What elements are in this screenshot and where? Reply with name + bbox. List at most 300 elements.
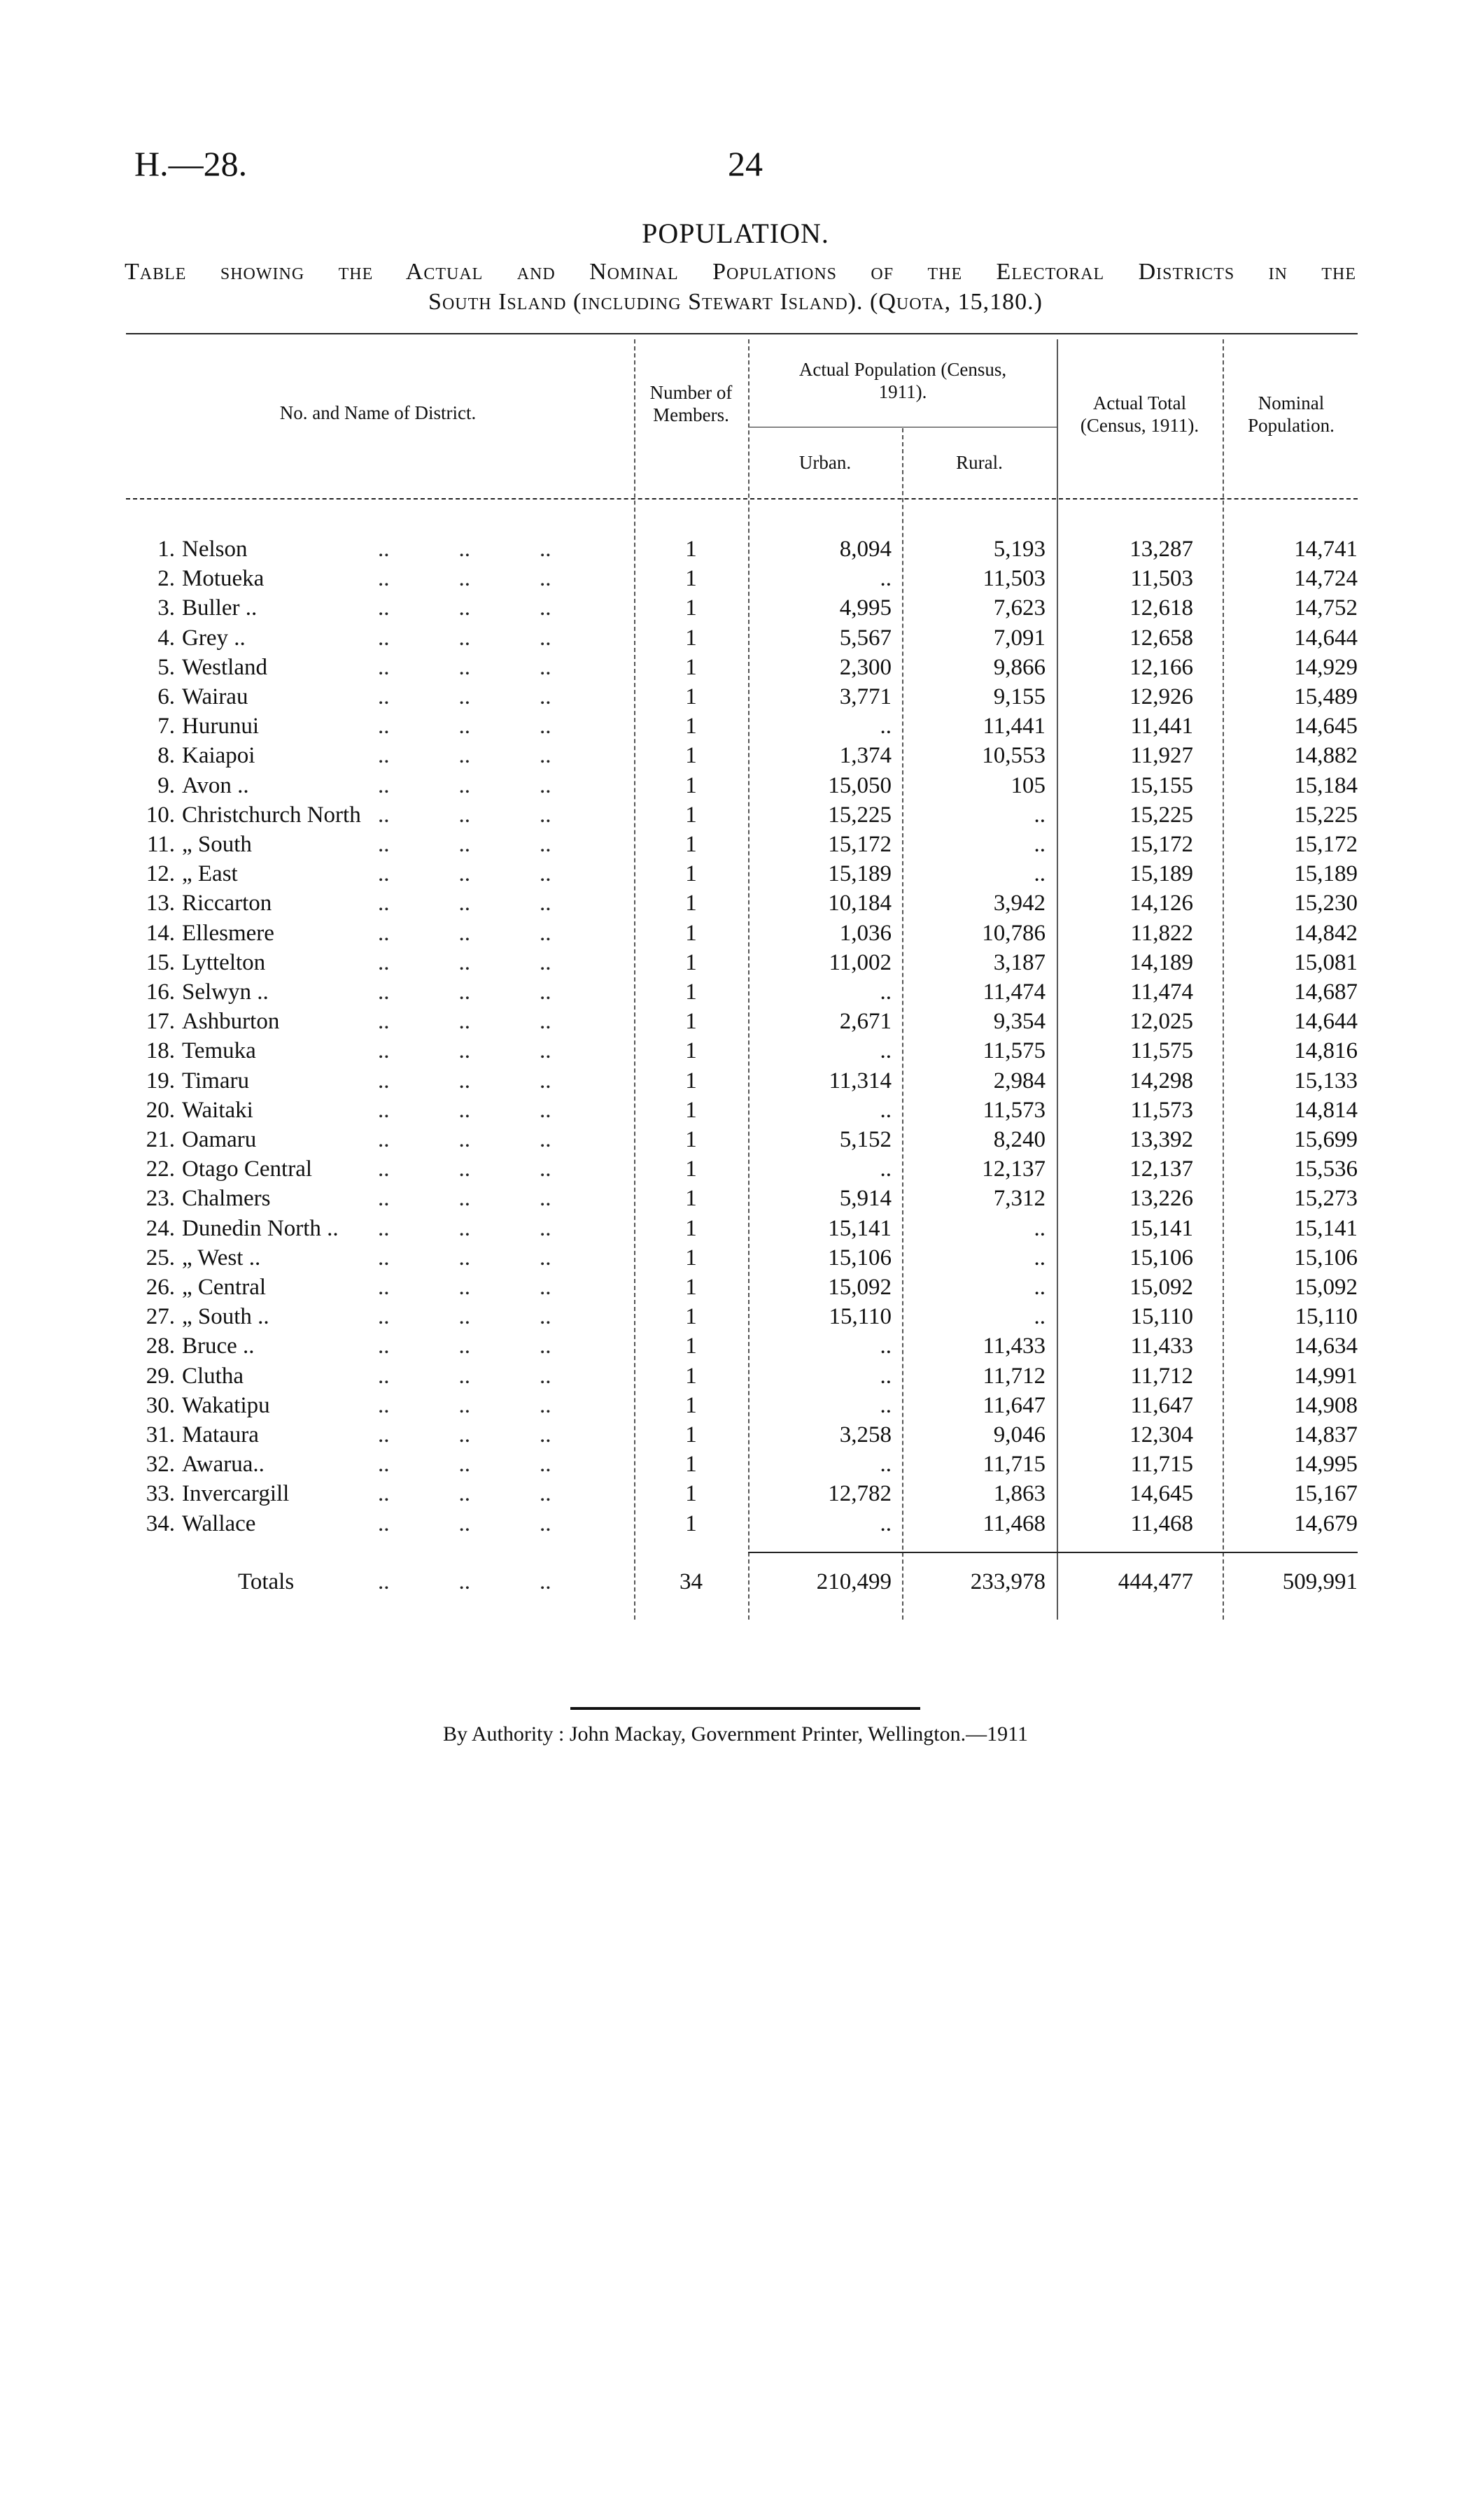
- nominal-cell: 14,882: [1294, 743, 1358, 769]
- rural-cell: 10,553: [982, 743, 1046, 769]
- urban-cell: 5,567: [839, 625, 892, 651]
- district-name: Nelson: [182, 537, 248, 562]
- nominal-cell: 15,184: [1294, 772, 1358, 798]
- table-row: [126, 1479, 1358, 1508]
- district-name: Temuka: [182, 1038, 256, 1064]
- urban-cell: 15,189: [828, 861, 892, 887]
- table-row: [126, 1331, 1358, 1361]
- district-number: 12.: [146, 861, 175, 887]
- header-bottom-rule: [126, 498, 1358, 500]
- district-name: Kaiapoi: [182, 743, 255, 769]
- nominal-cell: 14,991: [1294, 1363, 1358, 1389]
- rural-cell: 11,575: [983, 1038, 1046, 1064]
- actual-total-cell: 12,618: [1129, 595, 1193, 621]
- members-cell: 1: [685, 595, 697, 621]
- table-row: [126, 1214, 1358, 1243]
- district-name: „ South ..: [182, 1304, 269, 1330]
- members-cell: 1: [685, 1304, 697, 1330]
- district-name: „ South: [182, 832, 252, 857]
- district-number: 32.: [146, 1452, 175, 1478]
- leader-dots: .. .. ..: [378, 1215, 551, 1241]
- rural-cell: 8,240: [993, 1127, 1046, 1152]
- members-cell: 1: [685, 891, 697, 916]
- actual-total-cell: 13,287: [1129, 537, 1193, 562]
- table-row: [126, 535, 1358, 564]
- leader-dots: .. .. ..: [378, 1392, 551, 1418]
- leader-dots: .. .. ..: [378, 1304, 551, 1330]
- district-number: 22.: [146, 1156, 175, 1182]
- urban-cell: 15,050: [828, 772, 892, 798]
- district-number: 26.: [146, 1275, 175, 1300]
- district-name: Motueka: [182, 566, 265, 592]
- district-name: „ West ..: [182, 1245, 261, 1270]
- rural-cell: ..: [1034, 1275, 1046, 1300]
- district-number: 9.: [157, 772, 175, 798]
- members-cell: 1: [685, 654, 697, 680]
- district-number: 34.: [146, 1510, 175, 1536]
- district-name: Dunedin North ..: [182, 1215, 339, 1241]
- district-name: „ East: [182, 861, 238, 887]
- leader-dots: .. .. ..: [378, 714, 551, 739]
- members-cell: 1: [685, 743, 697, 769]
- district-name: „ Central: [182, 1275, 267, 1300]
- urban-cell: 3,258: [839, 1422, 892, 1447]
- district-number: 14.: [146, 920, 175, 946]
- district-number: 25.: [146, 1245, 175, 1270]
- members-cell: 1: [685, 832, 697, 857]
- actual-total-cell: 12,658: [1129, 625, 1193, 651]
- nominal-cell: 14,929: [1294, 654, 1358, 680]
- leader-dots: .. .. ..: [378, 684, 551, 709]
- nominal-cell: 14,644: [1294, 625, 1358, 651]
- leader-dots: .. .. ..: [378, 920, 551, 946]
- rural-cell: 11,468: [983, 1510, 1046, 1536]
- leader-dots: .. .. ..: [378, 1363, 551, 1389]
- nominal-cell: 14,816: [1294, 1038, 1358, 1064]
- members-cell: 1: [685, 1097, 697, 1123]
- members-cell: 1: [685, 772, 697, 798]
- district-name: Invercargill: [182, 1481, 290, 1507]
- leader-dots: .. .. ..: [378, 772, 551, 798]
- district-number: 18.: [146, 1038, 175, 1064]
- actual-total-cell: 11,715: [1130, 1452, 1193, 1478]
- urban-cell: 1,374: [839, 743, 892, 769]
- actual-total-cell: 11,575: [1130, 1038, 1193, 1064]
- rural-cell: 9,354: [993, 1009, 1046, 1035]
- district-name: Westland: [182, 654, 267, 680]
- district-number: 6.: [157, 684, 175, 709]
- urban-cell: 11,002: [829, 949, 892, 975]
- actual-total-cell: 15,092: [1129, 1275, 1193, 1300]
- urban-cell: ..: [880, 1392, 892, 1418]
- rural-cell: ..: [1034, 802, 1046, 828]
- urban-cell: 10,184: [828, 891, 892, 916]
- urban-cell: ..: [880, 1097, 892, 1123]
- urban-cell: 15,141: [828, 1215, 892, 1241]
- table-row: [126, 1096, 1358, 1125]
- leader-dots: .. .. ..: [378, 1422, 551, 1447]
- district-name: Grey ..: [182, 625, 246, 651]
- district-number: 21.: [146, 1127, 175, 1152]
- table-row: [126, 948, 1358, 977]
- table-row: [126, 1361, 1358, 1391]
- district-name: Clutha: [182, 1363, 244, 1389]
- rural-cell: 3,187: [993, 949, 1046, 975]
- district-number: 31.: [146, 1422, 175, 1447]
- district-number: 7.: [157, 714, 175, 739]
- table-row: [126, 1273, 1358, 1302]
- members-cell: 1: [685, 1215, 697, 1241]
- urban-cell: ..: [880, 1156, 892, 1182]
- actual-total-cell: 15,110: [1130, 1304, 1193, 1330]
- members-cell: 1: [685, 625, 697, 651]
- rural-cell: ..: [1034, 1215, 1046, 1241]
- district-name: Wallace: [182, 1510, 256, 1536]
- leader-dots: .. .. ..: [378, 832, 551, 857]
- actual-total-cell: 11,712: [1130, 1363, 1193, 1389]
- members-cell: 1: [685, 1363, 697, 1389]
- nominal-cell: 14,634: [1294, 1333, 1358, 1359]
- district-number: 13.: [146, 891, 175, 916]
- table-caption-line-2: South Island (including Stewart Island). (Quota, 15,180.): [428, 289, 1043, 315]
- table-row: [126, 682, 1358, 712]
- nominal-cell: 15,225: [1294, 802, 1358, 828]
- district-number: 15.: [146, 949, 175, 975]
- urban-cell: 15,172: [828, 832, 892, 857]
- rural-cell: ..: [1034, 832, 1046, 857]
- district-name: Awarua..: [182, 1452, 265, 1478]
- leader-dots: .. .. ..: [378, 1127, 551, 1152]
- actual-total-cell: 15,155: [1129, 772, 1193, 798]
- members-cell: 1: [685, 537, 697, 562]
- table-row: [126, 830, 1358, 859]
- leader-dots: .. .. ..: [378, 891, 551, 916]
- actual-total-cell: 11,474: [1130, 979, 1193, 1005]
- leader-dots: .. .. ..: [378, 1452, 551, 1478]
- table-row: [126, 1509, 1358, 1538]
- totals-members: 34: [680, 1569, 703, 1594]
- actual-total-cell: 11,822: [1130, 920, 1193, 946]
- nominal-cell: 15,133: [1294, 1068, 1358, 1093]
- table-row: [126, 977, 1358, 1007]
- leader-dots: .. .. ..: [378, 1481, 551, 1507]
- leader-dots: .. .. ..: [378, 743, 551, 769]
- members-cell: 1: [685, 1422, 697, 1447]
- urban-cell: 11,314: [829, 1068, 892, 1093]
- members-cell: 1: [685, 1245, 697, 1270]
- members-cell: 1: [685, 1392, 697, 1418]
- actual-total-cell: 12,926: [1129, 684, 1193, 709]
- nominal-cell: 15,141: [1294, 1215, 1358, 1241]
- table-row: [126, 800, 1358, 830]
- table-row: [126, 1391, 1358, 1420]
- district-name: Buller ..: [182, 595, 258, 621]
- actual-total-cell: 13,392: [1129, 1127, 1193, 1152]
- table-row: [126, 919, 1358, 948]
- district-name: Wakatipu: [182, 1392, 270, 1418]
- leader-dots: .. .. ..: [378, 1186, 551, 1212]
- actual-total-cell: 13,226: [1129, 1186, 1193, 1212]
- actual-total-cell: 11,441: [1130, 714, 1193, 739]
- leader-dots: .. .. ..: [378, 861, 551, 887]
- actual-total-cell: 12,166: [1129, 654, 1193, 680]
- district-number: 24.: [146, 1215, 175, 1241]
- district-number: 19.: [146, 1068, 175, 1093]
- district-name: Chalmers: [182, 1186, 271, 1212]
- totals-label: Totals: [238, 1569, 295, 1594]
- totals-row: [126, 1567, 1358, 1597]
- members-cell: 1: [685, 920, 697, 946]
- table-row: [126, 1036, 1358, 1066]
- members-cell: 1: [685, 1127, 697, 1152]
- footer-rule: [570, 1707, 920, 1710]
- table-row: [126, 1184, 1358, 1213]
- district-name: Waitaki: [182, 1097, 253, 1123]
- leader-dots: .. .. ..: [378, 1097, 551, 1123]
- rural-cell: 7,623: [993, 595, 1046, 621]
- rural-cell: 105: [1011, 772, 1046, 798]
- actual-total-cell: 11,503: [1130, 566, 1193, 592]
- district-name: Riccarton: [182, 891, 272, 916]
- nominal-cell: 14,995: [1294, 1452, 1358, 1478]
- district-number: 33.: [146, 1481, 175, 1507]
- rural-cell: 7,312: [993, 1186, 1046, 1212]
- table-row: [126, 1154, 1358, 1184]
- printer-imprint: By Authority : John Mackay, Government Printer, Wellington.—1911: [442, 1722, 1028, 1746]
- members-cell: 1: [685, 1510, 697, 1536]
- rural-cell: 9,866: [993, 654, 1046, 680]
- actual-total-cell: 11,927: [1130, 743, 1193, 769]
- members-cell: 1: [685, 684, 697, 709]
- district-number: 4.: [157, 625, 175, 651]
- district-name: Hurunui: [182, 714, 259, 739]
- urban-cell: ..: [880, 1510, 892, 1536]
- actual-total-cell: 14,189: [1129, 949, 1193, 975]
- district-name: Christchurch North: [182, 802, 361, 828]
- district-number: 16.: [146, 979, 175, 1005]
- table-row: [126, 623, 1358, 653]
- header-district: No. and Name of District.: [279, 402, 477, 423]
- urban-cell: ..: [880, 1363, 892, 1389]
- members-cell: 1: [685, 979, 697, 1005]
- rural-cell: 11,647: [983, 1392, 1046, 1418]
- header-urban: Urban.: [798, 452, 852, 473]
- header-members: Number of Members.: [649, 382, 733, 425]
- actual-total-cell: 14,645: [1129, 1481, 1193, 1507]
- district-number: 29.: [146, 1363, 175, 1389]
- nominal-cell: 14,687: [1294, 979, 1358, 1005]
- district-name: Otago Central: [182, 1156, 313, 1182]
- nominal-cell: 14,741: [1294, 537, 1358, 562]
- leader-dots: .. .. ..: [378, 1510, 551, 1536]
- rural-cell: 9,155: [993, 684, 1046, 709]
- district-name: Oamaru: [182, 1127, 257, 1152]
- rural-cell: ..: [1034, 1245, 1046, 1270]
- nominal-cell: 15,489: [1294, 684, 1358, 709]
- actual-total-cell: 12,025: [1129, 1009, 1193, 1035]
- totals-nominal: 509,991: [1282, 1569, 1358, 1594]
- table-row: [126, 653, 1358, 682]
- urban-cell: 15,106: [828, 1245, 892, 1270]
- leader-dots: .. .. ..: [378, 802, 551, 828]
- table-row: [126, 1066, 1358, 1096]
- actual-total-cell: 12,304: [1129, 1422, 1193, 1447]
- rural-cell: 10,786: [982, 920, 1046, 946]
- rural-cell: 1,863: [993, 1481, 1046, 1507]
- members-cell: 1: [685, 861, 697, 887]
- members-cell: 1: [685, 1333, 697, 1359]
- page-number: 24: [728, 144, 763, 183]
- nominal-cell: 14,724: [1294, 566, 1358, 592]
- page-title: POPULATION.: [642, 218, 829, 249]
- rural-cell: 11,503: [983, 566, 1046, 592]
- actual-total-cell: 14,126: [1129, 891, 1193, 916]
- actual-total-cell: 11,647: [1130, 1392, 1193, 1418]
- district-name: Ellesmere: [182, 920, 274, 946]
- rural-cell: ..: [1034, 1304, 1046, 1330]
- header-actual-total: Actual Total (Census, 1911).: [1080, 392, 1199, 436]
- district-name: Wairau: [182, 684, 248, 709]
- urban-cell: 8,094: [839, 537, 892, 562]
- leader-dots: .. .. ..: [378, 1038, 551, 1064]
- nominal-cell: 14,814: [1294, 1097, 1358, 1123]
- actual-total-cell: 15,106: [1129, 1245, 1193, 1270]
- urban-cell: ..: [880, 714, 892, 739]
- nominal-cell: 15,230: [1294, 891, 1358, 916]
- urban-cell: ..: [880, 1452, 892, 1478]
- nominal-cell: 15,273: [1294, 1186, 1358, 1212]
- district-number: 11.: [146, 832, 175, 857]
- leader-dots: .. .. ..: [378, 1275, 551, 1300]
- table-row: [126, 564, 1358, 593]
- urban-cell: ..: [880, 979, 892, 1005]
- leader-dots: .. .. ..: [378, 979, 551, 1005]
- district-number: 1.: [157, 537, 175, 562]
- table-row: [126, 1125, 1358, 1154]
- urban-cell: 15,225: [828, 802, 892, 828]
- document-reference: H.—28.: [134, 144, 248, 183]
- nominal-cell: 14,752: [1294, 595, 1358, 621]
- members-cell: 1: [685, 1068, 697, 1093]
- district-number: 2.: [157, 566, 175, 592]
- nominal-cell: 15,081: [1294, 949, 1358, 975]
- district-name: Timaru: [182, 1068, 249, 1093]
- rural-cell: 2,984: [993, 1068, 1046, 1093]
- actual-total-cell: 11,573: [1130, 1097, 1193, 1123]
- leader-dots: .. .. ..: [378, 654, 551, 680]
- urban-cell: 15,092: [828, 1275, 892, 1300]
- leader-dots: .. .. ..: [378, 537, 551, 562]
- urban-cell: 3,771: [839, 684, 892, 709]
- actual-total-cell: 15,172: [1129, 832, 1193, 857]
- table-row: [126, 771, 1358, 800]
- table-caption-line-1: Table showing the Actual and Nominal Populations of the Electoral Districts in the: [125, 259, 1356, 285]
- members-cell: 1: [685, 1009, 697, 1035]
- leader-dots: .. .. ..: [378, 625, 551, 651]
- members-cell: 1: [685, 1038, 697, 1064]
- leader-dots: .. .. ..: [378, 1333, 551, 1359]
- actual-total-cell: 14,298: [1129, 1068, 1193, 1093]
- members-cell: 1: [685, 1186, 697, 1212]
- urban-cell: 4,995: [839, 595, 892, 621]
- totals-urban: 210,499: [816, 1569, 892, 1594]
- actual-total-cell: 12,137: [1129, 1156, 1193, 1182]
- members-cell: 1: [685, 802, 697, 828]
- rural-cell: 11,433: [983, 1333, 1046, 1359]
- actual-total-cell: 15,141: [1129, 1215, 1193, 1241]
- rural-cell: ..: [1034, 861, 1046, 887]
- table-row: [126, 1243, 1358, 1273]
- rural-cell: 11,573: [983, 1097, 1046, 1123]
- rural-cell: 11,712: [983, 1363, 1046, 1389]
- urban-cell: 12,782: [828, 1481, 892, 1507]
- urban-cell: 1,036: [839, 920, 892, 946]
- members-cell: 1: [685, 1452, 697, 1478]
- district-number: 20.: [146, 1097, 175, 1123]
- table-row: [126, 1302, 1358, 1331]
- rural-cell: 12,137: [982, 1156, 1046, 1182]
- nominal-cell: 14,644: [1294, 1009, 1358, 1035]
- nominal-cell: 15,536: [1294, 1156, 1358, 1182]
- actual-total-cell: 11,433: [1130, 1333, 1193, 1359]
- rural-cell: 9,046: [993, 1422, 1046, 1447]
- nominal-cell: 14,645: [1294, 714, 1358, 739]
- members-cell: 1: [685, 1156, 697, 1182]
- district-name: Avon ..: [182, 772, 249, 798]
- urban-cell: ..: [880, 1333, 892, 1359]
- rural-cell: 5,193: [993, 537, 1046, 562]
- district-name: Lyttelton: [182, 949, 266, 975]
- rural-cell: 11,441: [983, 714, 1046, 739]
- nominal-cell: 15,172: [1294, 832, 1358, 857]
- urban-cell: 5,152: [839, 1127, 892, 1152]
- district-number: 30.: [146, 1392, 175, 1418]
- table-row: [126, 593, 1358, 623]
- district-number: 23.: [146, 1186, 175, 1212]
- nominal-cell: 15,699: [1294, 1127, 1358, 1152]
- header-nominal: Nominal Population.: [1248, 392, 1335, 436]
- nominal-cell: 15,092: [1294, 1275, 1358, 1300]
- nominal-cell: 15,110: [1295, 1304, 1358, 1330]
- header-actual-population: Actual Population (Census, 1911).: [798, 359, 1007, 402]
- members-cell: 1: [685, 1275, 697, 1300]
- nominal-cell: 15,106: [1294, 1245, 1358, 1270]
- leader-dots: .. .. ..: [378, 1156, 551, 1182]
- nominal-cell: 14,908: [1294, 1392, 1358, 1418]
- leader-dots: .. .. ..: [378, 1009, 551, 1035]
- district-name: Mataura: [182, 1422, 259, 1447]
- table-row: [126, 1007, 1358, 1036]
- rural-cell: 11,715: [983, 1452, 1046, 1478]
- members-cell: 1: [685, 1481, 697, 1507]
- table-row: [126, 712, 1358, 741]
- district-name: Ashburton: [182, 1009, 280, 1035]
- leader-dots: .. .. ..: [378, 1068, 551, 1093]
- district-name: Selwyn ..: [182, 979, 269, 1005]
- rural-cell: 7,091: [993, 625, 1046, 651]
- leader-dots: .. .. ..: [378, 595, 551, 621]
- totals-rural: 233,978: [970, 1569, 1046, 1594]
- district-number: 10.: [146, 802, 175, 828]
- table-row: [126, 859, 1358, 889]
- actual-total-cell: 15,189: [1129, 861, 1193, 887]
- rural-cell: 11,474: [983, 979, 1046, 1005]
- district-number: 17.: [146, 1009, 175, 1035]
- totals-actual: 444,477: [1118, 1569, 1193, 1594]
- rural-cell: 3,942: [993, 891, 1046, 916]
- district-number: 5.: [157, 654, 175, 680]
- nominal-cell: 14,679: [1294, 1510, 1358, 1536]
